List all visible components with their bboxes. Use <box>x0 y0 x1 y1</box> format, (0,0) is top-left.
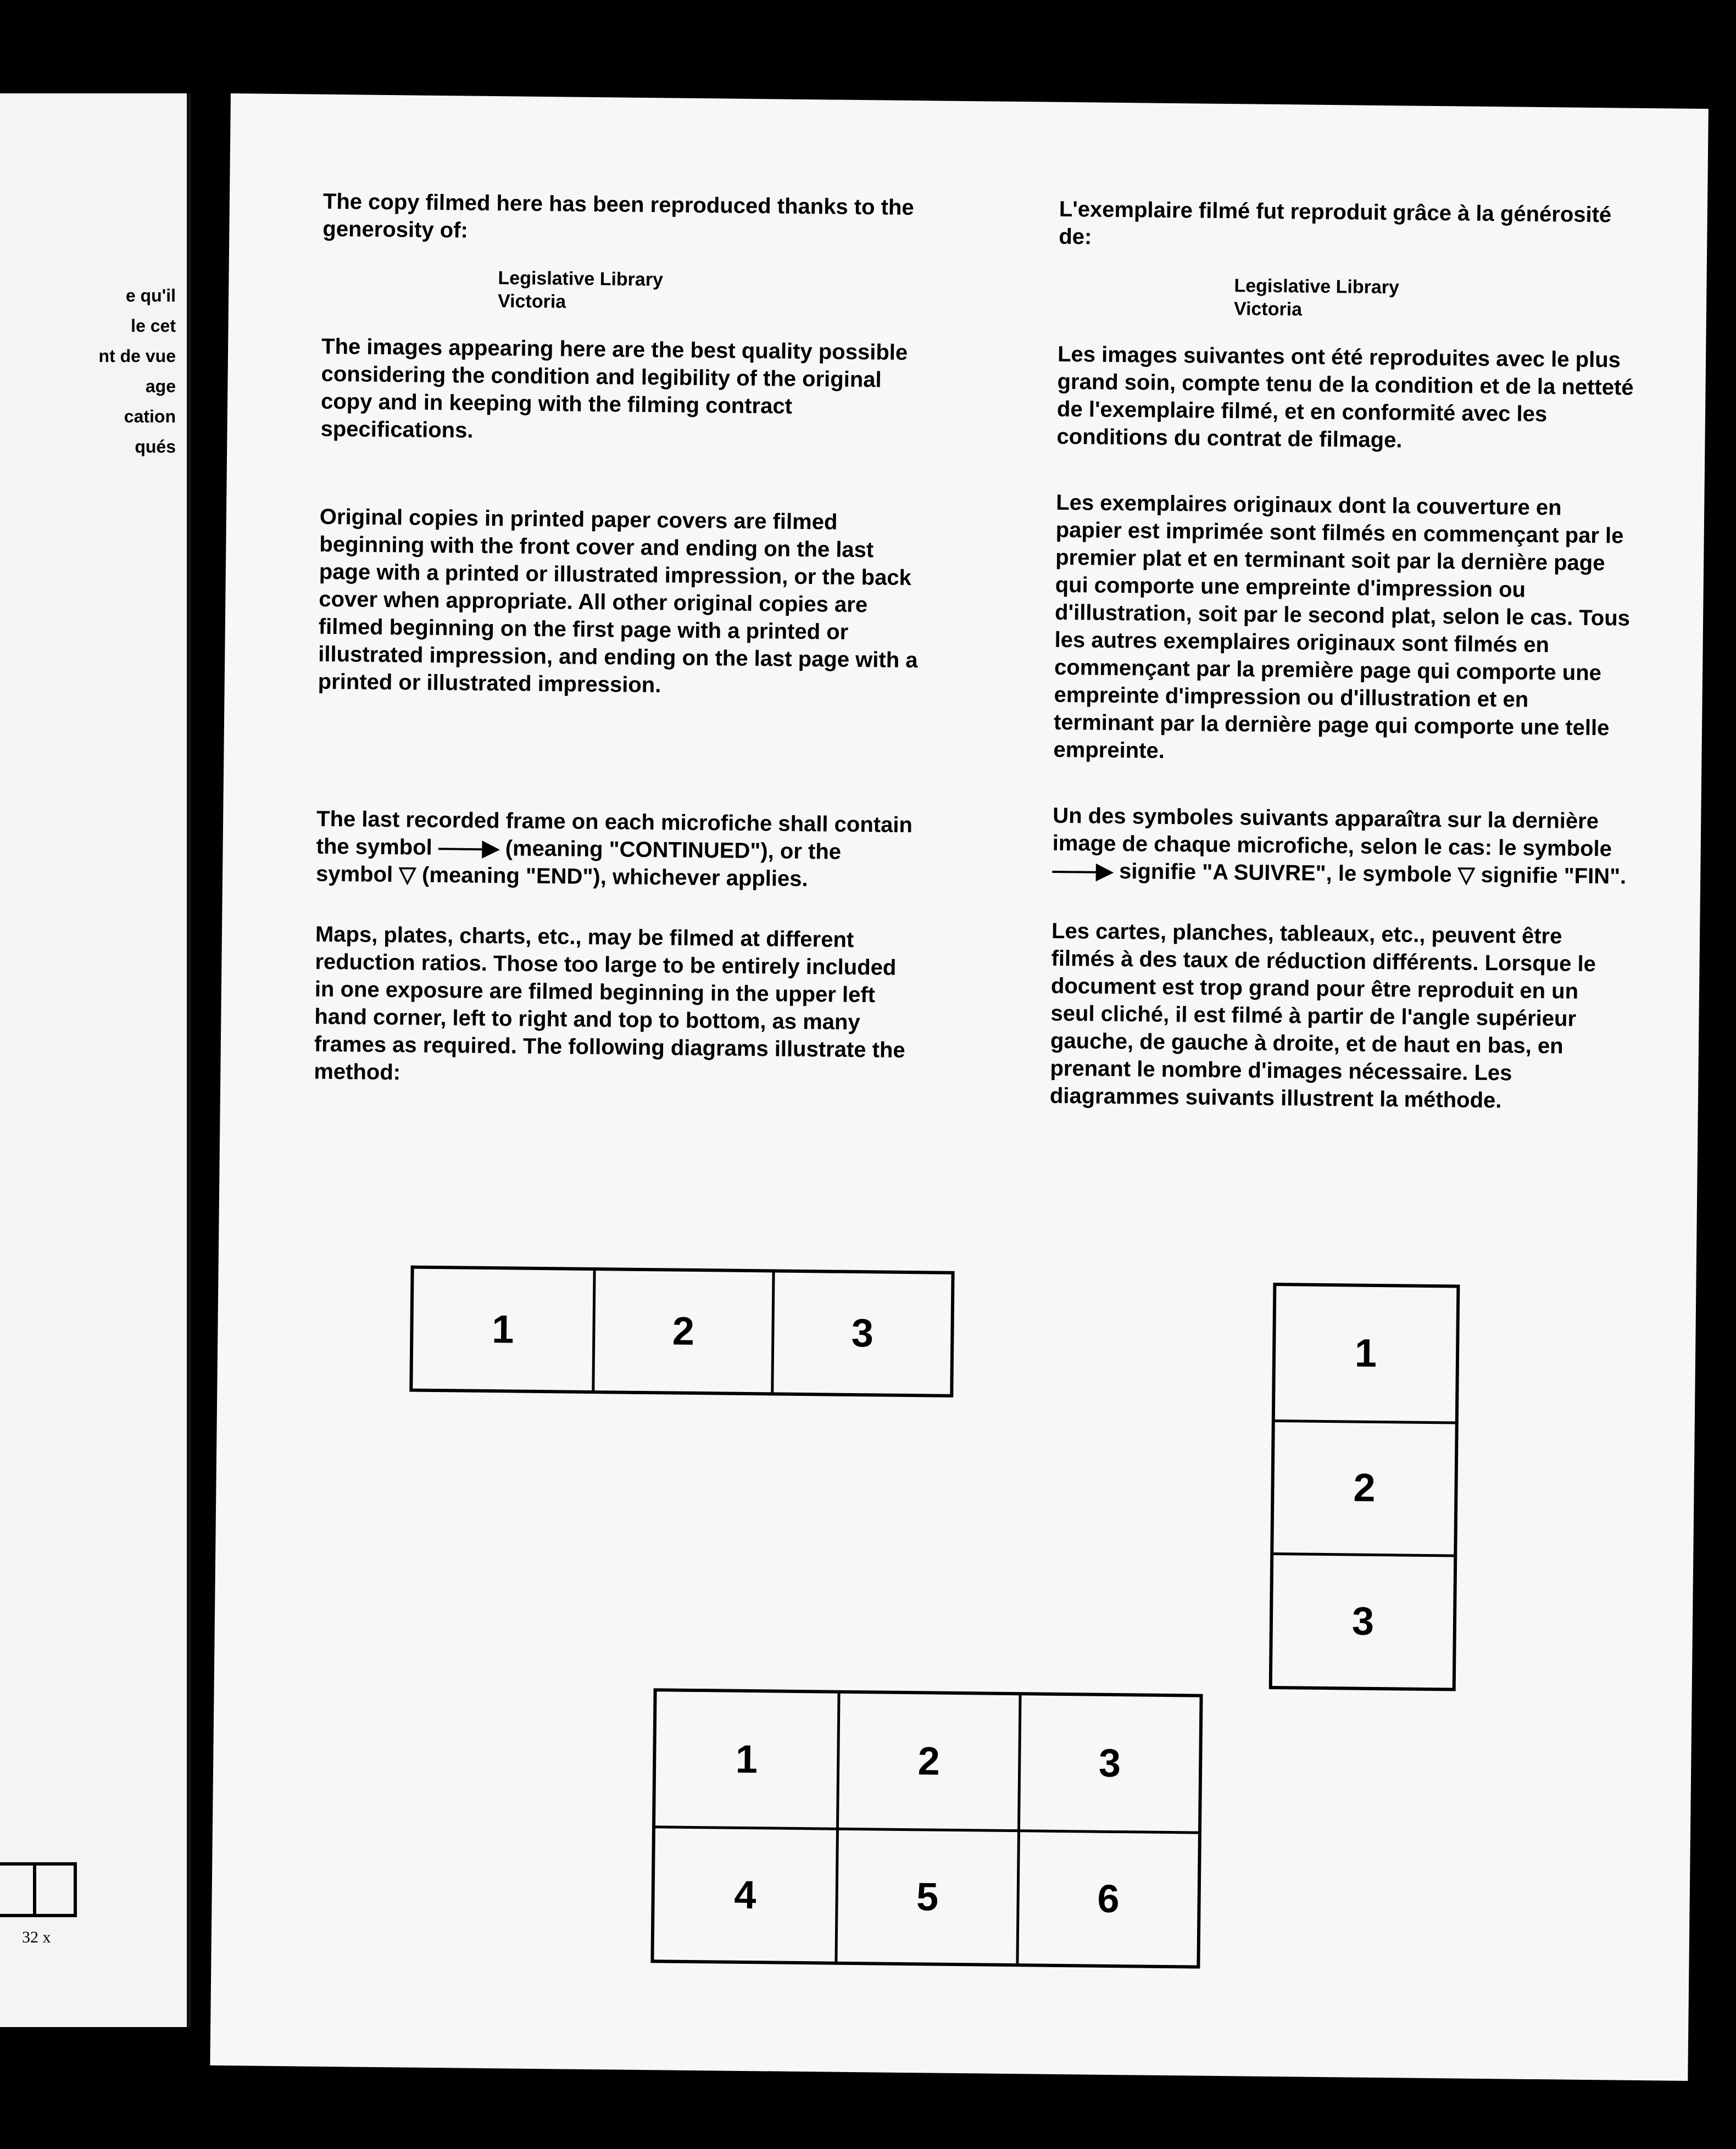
diagram-column-cell: 1 <box>1354 1331 1377 1376</box>
diagram-row-cell: 3 <box>771 1272 951 1394</box>
french-symbol-paragraph: Un des symboles suivants apparaîtra sur la dernière image de chaque microfiche, selon le cas: le symbole ——▶ signifie "A SUIVRE", le symbole ▽ signifie "FIN". <box>1052 803 1627 889</box>
diagram-grid-cell: 1 <box>735 1737 758 1782</box>
diagram-grid-cell: 2 <box>836 1694 1019 1829</box>
prev-page-line: le cet <box>131 316 176 336</box>
diagram-column-cell: 3 <box>1272 1552 1454 1688</box>
prev-page-diagram <box>0 1862 77 1917</box>
diagram-grid-cell: 4 <box>654 1825 836 1961</box>
english-intro: The copy filmed here has been reproduced thanks to the generosity of: <box>322 189 914 243</box>
french-maps-paragraph: Les cartes, planches, tableaux, etc., peuvent être filmés à des taux de réduction différents. Lorsque le document est trop grand pour être reproduit en un seul cliché, il est filmé à partir de l'angle supérieur gauche, de gauche à droite, et de haut en bas, en prenant le nombre d'images nécessaire. Les diagrammes suivants illustrent la méthode. <box>1049 918 1596 1113</box>
diagram-column <box>1269 1283 1460 1691</box>
french-images-paragraph: Les images suivantes ont été reproduites avec le plus grand soin, compte tenu de la condition et de la netteté de l'exemplaire filmé, et en conformité avec les conditions du contrat de filmage. <box>1056 342 1634 453</box>
english-maps-paragraph: Maps, plates, charts, etc., may be filmed at different reduction ratios. Those too large to be entirely included in one exposure are filmed beginning in the upper left hand corner, left to right and top to bottom, as many frames as required. The following diagrams illustrate the method: <box>314 922 905 1085</box>
diagram-row <box>409 1266 954 1398</box>
diagram-row-cell: 1 <box>492 1307 514 1352</box>
french-library-name: Legislative Library <box>1234 275 1400 298</box>
document-page <box>210 93 1708 2081</box>
diagram-grid-cell: 3 <box>1017 1695 1200 1831</box>
prev-page-line: qués <box>135 437 176 456</box>
english-library-city: Victoria <box>497 291 566 313</box>
english-covers-paragraph: Original copies in printed paper covers are filmed beginning with the front cover and ending on the last page with a printed or illustrated impression, or the back cover when appropriate. All other original copies are filmed beginning on the first page with a printed or illustrated impression, and ending on the last page with a printed or illustrated impression. <box>318 504 918 698</box>
diagram-grid-cell: 6 <box>1016 1829 1198 1965</box>
french-intro: L'exemplaire filmé fut reproduit grâce à la générosité de: <box>1059 197 1612 249</box>
prev-page-line: cation <box>124 407 176 426</box>
diagram-column-cell: 2 <box>1273 1419 1455 1555</box>
diagram-grid-cell: 5 <box>835 1828 1017 1963</box>
prev-page-line: nt de vue <box>98 346 176 366</box>
prev-page-line: age <box>145 376 176 396</box>
french-covers-paragraph: Les exemplaires originaux dont la couverture en papier est imprimée sont filmés en commençant par le premier plat et en terminant soit par la dernière page qui comporte une empreinte d'impression ou d'illustration, soit par le second plat, selon le cas. Tous les autres exemplaires originaux sont filmés en commençant par la première page qui comporte une empreinte d'impression ou d'illustration et en terminant par la dernière page qui comporte une telle empreinte. <box>1053 490 1631 763</box>
prev-page-line: e qu'il <box>125 286 176 305</box>
english-images-paragraph: The images appearing here are the best quality possible considering the condition and legibility of the original copy and in keeping with the filming contract specifications. <box>320 334 908 443</box>
french-column <box>1050 196 1636 1116</box>
french-library-city: Victoria <box>1233 298 1303 320</box>
english-library-name: Legislative Library <box>498 268 664 291</box>
prev-page-reduction-label: 32 x <box>22 1928 51 1946</box>
previous-page <box>0 93 191 2027</box>
english-symbol-paragraph: The last recorded frame on each microfiche shall contain the symbol ——▶ (meaning "CONTINUED"), or the symbol ▽ (meaning "END"), whichever applies. <box>315 806 913 892</box>
prev-page-diagram-divider <box>33 1866 36 1914</box>
english-column <box>314 188 927 1092</box>
diagram-grid <box>650 1688 1203 1968</box>
diagram-row-cell: 2 <box>592 1271 772 1392</box>
